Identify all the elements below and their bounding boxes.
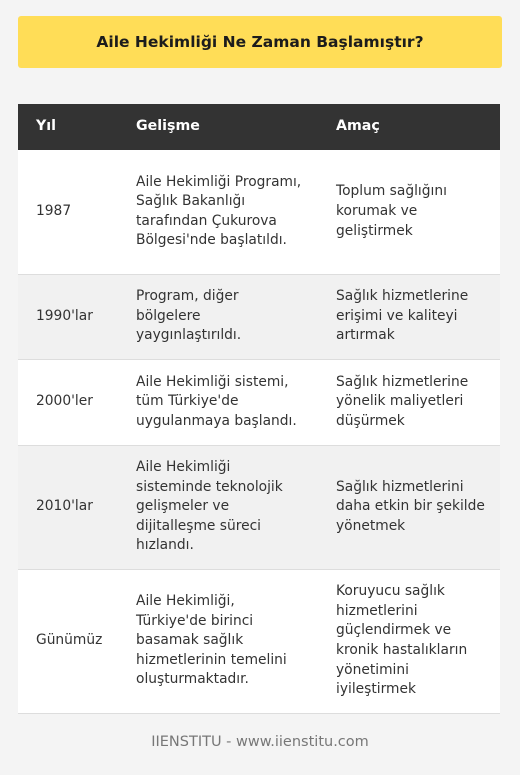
cell-year: 1987 <box>18 150 118 274</box>
table-row <box>18 569 500 713</box>
timeline-table <box>18 104 500 714</box>
cell-goal: Sağlık hizmetlerine erişimi ve kaliteyi artırmak <box>318 274 500 359</box>
cell-goal: Sağlık hizmetlerini daha etkin bir şekilde yönetmek <box>318 445 500 569</box>
column-header-year: Yıl <box>18 104 118 150</box>
cell-year: Günümüz <box>18 569 118 713</box>
cell-development: Aile Hekimliği Programı, Sağlık Bakanlığı tarafından Çukurova Bölgesi'nde başlatıldı. <box>118 150 318 274</box>
table-row <box>18 150 500 274</box>
table-header <box>18 104 500 150</box>
cell-year: 2000'ler <box>18 359 118 445</box>
column-header-goal: Amaç <box>318 104 500 150</box>
cell-development: Aile Hekimliği sistemi, tüm Türkiye'de uygulanmaya başlandı. <box>118 359 318 445</box>
cell-goal: Koruyucu sağlık hizmetlerini güçlendirmek ve kronik hastalıkların yönetimini iyileştirmek <box>318 569 500 713</box>
cell-development: Program, diğer bölgelere yaygınlaştırıldı. <box>118 274 318 359</box>
cell-goal: Toplum sağlığını korumak ve geliştirmek <box>318 150 500 274</box>
table-body <box>18 150 500 713</box>
cell-goal: Sağlık hizmetlerine yönelik maliyetleri düşürmek <box>318 359 500 445</box>
column-header-development: Gelişme <box>118 104 318 150</box>
cell-year: 2010'lar <box>18 445 118 569</box>
cell-year: 1990'lar <box>18 274 118 359</box>
header-row <box>18 104 500 150</box>
title-banner <box>18 16 502 68</box>
cell-development: Aile Hekimliği, Türkiye'de birinci basamak sağlık hizmetlerinin temelini oluşturmaktadır. <box>118 569 318 713</box>
cell-development: Aile Hekimliği sisteminde teknolojik gelişmeler ve dijitalleşme süreci hızlandı. <box>118 445 318 569</box>
table-row <box>18 359 500 445</box>
table-row <box>18 274 500 359</box>
footer-credit: IIENSTITU - www.iienstitu.com <box>151 734 369 750</box>
table-row <box>18 445 500 569</box>
page-title: Aile Hekimliği Ne Zaman Başlamıştır? <box>96 33 424 51</box>
